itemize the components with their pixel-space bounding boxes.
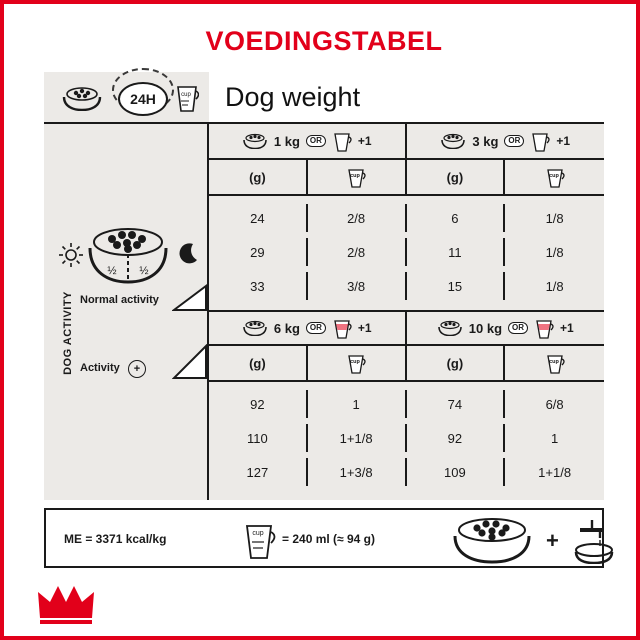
- bowl-icon: [242, 320, 268, 336]
- table-row: [209, 390, 604, 418]
- measuring-cup-icon: [242, 518, 276, 562]
- weight-row-top: [209, 124, 604, 160]
- page-title: VOEDINGSTABEL: [205, 26, 443, 56]
- svg-text:cup: cup: [350, 173, 361, 179]
- activity-triangle-large-icon: [172, 344, 208, 380]
- weight-value: 1 kg: [273, 133, 300, 149]
- cell-grams: 6: [407, 204, 506, 232]
- cell-grams: 74: [407, 390, 506, 418]
- measuring-cup-icon: [332, 316, 352, 340]
- cell-grams: 92: [407, 424, 506, 452]
- plus-sign: +: [546, 528, 559, 553]
- measuring-cup-icon: [175, 81, 199, 113]
- weight-block-1kg: [209, 124, 407, 158]
- cell-cup: 3/8: [308, 272, 407, 300]
- moon-icon: [176, 242, 200, 266]
- cell-grams: 33: [209, 272, 308, 300]
- left-info-panel: [44, 72, 209, 500]
- cell-cup: 2/8: [308, 204, 407, 232]
- cell-grams: 109: [407, 458, 506, 486]
- weight-row-bottom: [209, 310, 604, 346]
- unit-cup: [505, 160, 604, 194]
- cell-grams: 29: [209, 238, 308, 266]
- bowl-icon: [444, 516, 540, 564]
- activity-triangle-icon: [172, 284, 208, 312]
- unit-grams: (g): [209, 346, 308, 380]
- cell-cup: 1+1/8: [308, 424, 407, 452]
- unit-grams: (g): [407, 160, 506, 194]
- cell-grams: 15: [407, 272, 506, 300]
- cell-cup: 1+3/8: [308, 458, 407, 486]
- feeding-table: [44, 72, 604, 500]
- table-row: [209, 458, 604, 486]
- water-tap-icon: [566, 516, 622, 564]
- measuring-cup-icon: [545, 165, 565, 189]
- measuring-cup-icon: [530, 129, 550, 153]
- cell-cup: 6/8: [545, 396, 564, 412]
- cell-grams: 24: [209, 204, 308, 232]
- measuring-cup-icon: [545, 351, 565, 375]
- plus-one-label: +1: [560, 321, 574, 335]
- metabolisable-energy-label: ME = 3371 kcal/kg: [64, 532, 167, 546]
- measuring-cup-icon: [346, 165, 366, 189]
- plus-one-label: +1: [556, 134, 571, 148]
- cell-grams: 92: [209, 390, 308, 418]
- cell-grams: 127: [209, 458, 308, 486]
- svg-text:cup: cup: [548, 359, 559, 365]
- footer-panel: [44, 508, 604, 568]
- weight-block-6kg: [209, 312, 407, 344]
- sun-icon: [58, 242, 84, 268]
- table-row: [209, 272, 604, 300]
- table-row: [209, 424, 604, 452]
- dog-activity-axis-label: DOG ACTIVITY: [62, 291, 74, 375]
- cup-equivalent-label: = 240 ml (≈ 94 g): [282, 532, 375, 546]
- weight-value: 3 kg: [472, 133, 499, 149]
- svg-text:cup: cup: [548, 173, 559, 179]
- unit-grams: (g): [209, 160, 308, 194]
- daily-ration-header: [44, 72, 209, 124]
- units-row-bottom: [209, 346, 604, 382]
- cell-cup: 1+1/8: [538, 464, 572, 480]
- dog-weight-label: Dog weight: [225, 81, 361, 112]
- or-badge: OR: [306, 135, 326, 147]
- svg-text:cup: cup: [252, 530, 264, 537]
- weight-value: 10 kg: [468, 320, 503, 336]
- cell-cup: 1: [551, 430, 559, 446]
- cell-cup: 1/8: [545, 278, 564, 294]
- weight-block-10kg: [407, 312, 605, 344]
- bowl-icon: [60, 85, 104, 111]
- cell-cup: 2/8: [308, 238, 407, 266]
- or-badge: OR: [504, 135, 524, 147]
- cell-cup: 1/8: [545, 244, 564, 260]
- brand-crown-logo: [34, 582, 98, 626]
- dog-weight-header: [209, 72, 604, 124]
- svg-text:cup: cup: [350, 359, 361, 365]
- unit-cup: [308, 160, 407, 194]
- table-row: [209, 204, 604, 232]
- measuring-cup-icon: [534, 316, 554, 340]
- cell-cup: 1: [308, 390, 407, 418]
- bowl-split-icon: [82, 224, 174, 286]
- svg-text:½: ½: [139, 265, 149, 277]
- unit-cup: [308, 346, 407, 380]
- units-row-top: [209, 160, 604, 196]
- normal-activity-label: Normal activity: [80, 294, 159, 306]
- plus-one-label: +1: [357, 321, 372, 335]
- measuring-cup-icon: [346, 351, 366, 375]
- svg-text:½: ½: [107, 265, 117, 277]
- weight-block-3kg: [407, 124, 605, 158]
- bowl-icon: [242, 133, 268, 149]
- or-badge: OR: [306, 322, 326, 334]
- unit-grams: (g): [407, 346, 506, 380]
- svg-text:cup: cup: [181, 92, 191, 98]
- cell-cup: 1/8: [545, 210, 564, 226]
- unit-cup: [505, 346, 604, 380]
- bowl-icon: [437, 320, 463, 336]
- cell-grams: 110: [209, 424, 308, 452]
- weight-value: 6 kg: [273, 320, 300, 336]
- table-row: [209, 238, 604, 266]
- cell-grams: 11: [407, 238, 506, 266]
- badge-24h: 24H: [118, 82, 168, 116]
- or-badge: OR: [508, 322, 528, 334]
- bowl-icon: [440, 133, 466, 149]
- measuring-cup-icon: [332, 129, 352, 153]
- plus-one-label: +1: [357, 134, 372, 148]
- plus-circle-icon: +: [128, 360, 146, 378]
- activity-plus-label: Activity: [80, 362, 120, 374]
